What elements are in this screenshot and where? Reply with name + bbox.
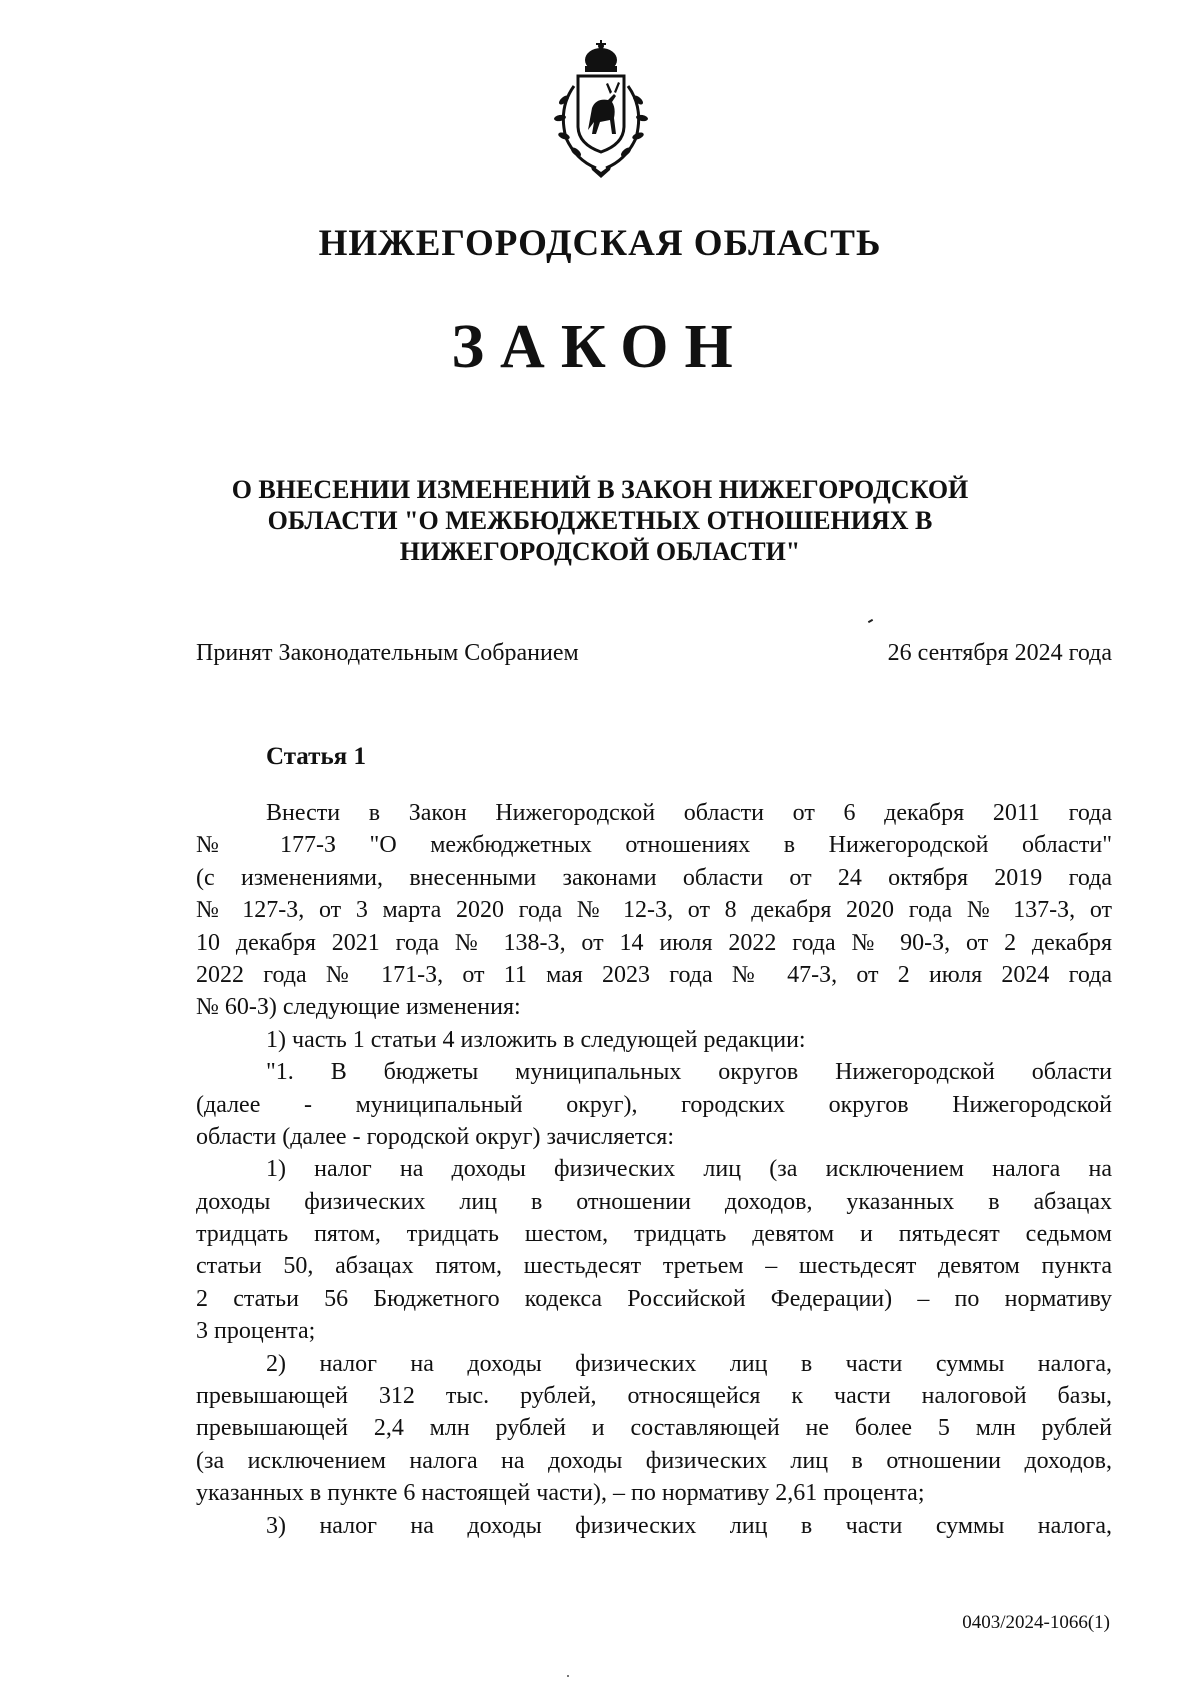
body-line: 2022 года № 171-З, от 11 мая 2023 года № 47-З, от 2 июля 2024 года: [196, 961, 1112, 988]
body-line: тридцать пятом, тридцать шестом, тридцать девятом и пятьдесят седьмом: [196, 1221, 1112, 1248]
body-line: (с изменениями, внесенными законами области от 24 октября 2019 года: [196, 864, 1112, 891]
body-line: № 60-З) следующие изменения:: [196, 994, 521, 1021]
body-line: превышающей 2,4 млн рублей и составляющей не более 5 млн рублей: [196, 1415, 1112, 1442]
body-line: указанных в пункте 6 настоящей части), – по нормативу 2,61 процента;: [196, 1480, 925, 1507]
body-line: № 177-З "О межбюджетных отношениях в Нижегородской области": [196, 832, 1112, 859]
adopted-by-text: Принят Законодательным Собранием: [196, 640, 579, 666]
article-body: [196, 797, 1112, 1542]
body-line: 1) налог на доходы физических лиц (за исключением налога на: [266, 1156, 1112, 1183]
body-line: 3 процента;: [196, 1318, 316, 1345]
document-type-title: ЗАКОН: [451, 313, 749, 381]
body-line: 1) часть 1 статьи 4 изложить в следующей редакции:: [266, 1026, 806, 1053]
body-line: 3) налог на доходы физических лиц в части суммы налога,: [266, 1512, 1112, 1539]
article-heading: Статья 1: [266, 743, 366, 770]
body-line: превышающей 312 тыс. рублей, относящейся к части налоговой базы,: [196, 1383, 1112, 1410]
body-line: статьи 50, абзацах пятом, шестьдесят третьем – шестьдесят девятом пункта: [196, 1253, 1112, 1280]
body-line: 2 статьи 56 Бюджетного кодекса Российской Федерации) – по нормативу: [196, 1285, 1112, 1312]
body-line: (за исключением налога на доходы физических лиц в отношении доходов,: [196, 1447, 1112, 1474]
region-title: НИЖЕГОРОДСКАЯ ОБЛАСТЬ: [318, 223, 882, 264]
document-registration-number: 0403/2024-1066(1): [962, 1612, 1110, 1633]
adoption-date: 26 сентября 2024 года: [887, 640, 1112, 666]
body-line: 2) налог на доходы физических лиц в части суммы налога,: [266, 1350, 1112, 1377]
body-line: 10 декабря 2021 года № 138-З, от 14 июля 2022 года № 90-З, от 2 декабря: [196, 929, 1112, 956]
law-name-line: ОБЛАСТИ "О МЕЖБЮДЖЕТНЫХ ОТНОШЕНИЯХ В: [267, 506, 933, 535]
scan-dot: [567, 1675, 569, 1677]
coat-of-arms-icon: [530, 38, 672, 180]
body-line: "1. В бюджеты муниципальных округов Нижегородской области: [266, 1059, 1112, 1086]
body-line: области (далее - городской округ) зачисляется:: [196, 1123, 674, 1150]
body-line: доходы физических лиц в отношении доходов, указанных в абзацах: [196, 1188, 1112, 1215]
body-line: № 127-З, от 3 марта 2020 года № 12-З, от 8 декабря 2020 года № 137-З, от: [196, 897, 1112, 924]
scan-mark: [868, 619, 873, 623]
law-name-line: О ВНЕСЕНИИ ИЗМЕНЕНИЙ В ЗАКОН НИЖЕГОРОДСКОЙ: [231, 475, 969, 504]
law-name: [160, 474, 1040, 567]
body-line: Внести в Закон Нижегородской области от 6 декабря 2011 года: [266, 800, 1112, 826]
body-line: (далее - муниципальный округ), городских округов Нижегородской: [196, 1091, 1112, 1118]
law-name-line: НИЖЕГОРОДСКОЙ ОБЛАСТИ": [399, 537, 801, 566]
